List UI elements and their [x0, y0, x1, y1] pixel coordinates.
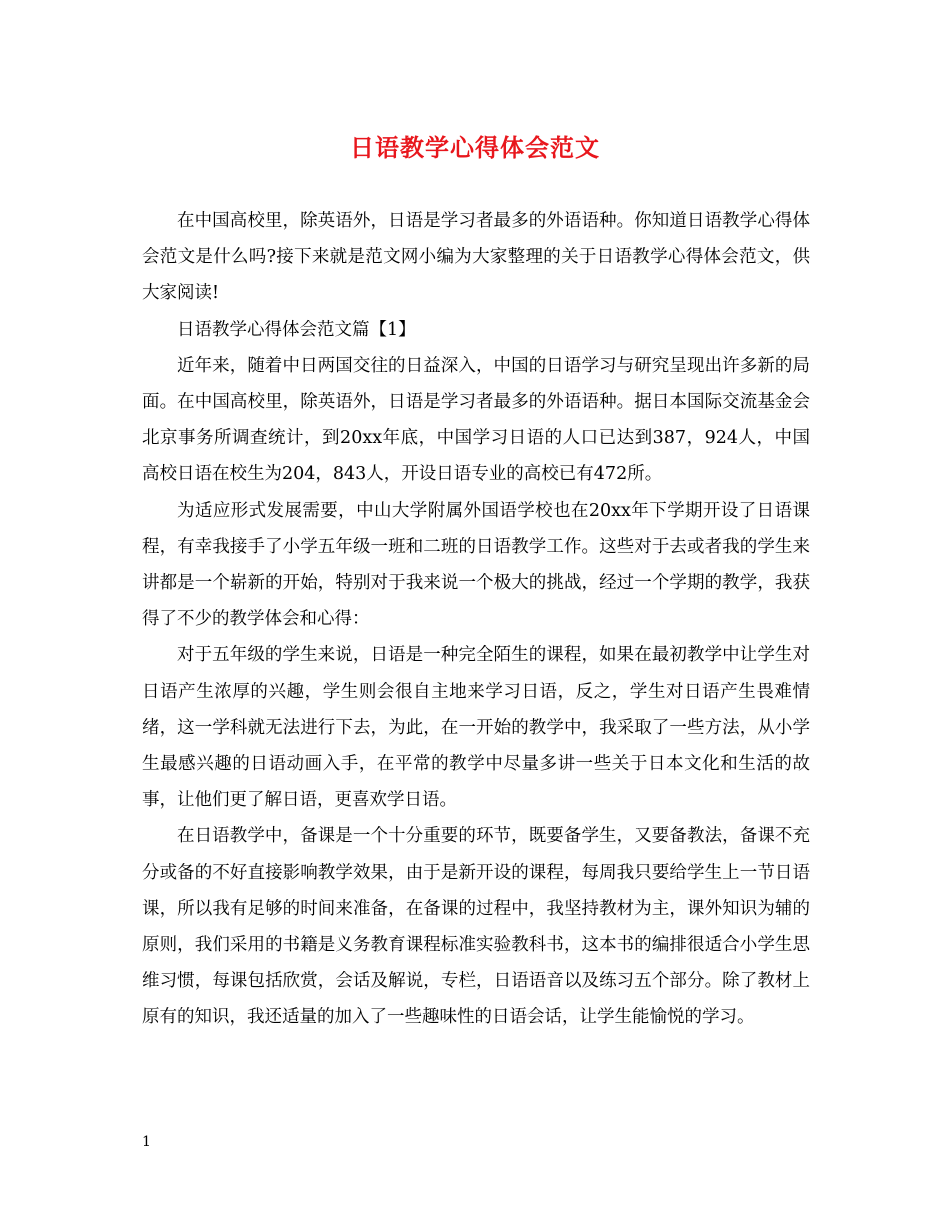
document-title: 日语教学心得体会范文 [350, 133, 600, 162]
intro-paragraph: 在中国高校里，除英语外，日语是学习者最多的外语语种。你知道日语教学心得体会范文是什么吗?接下来就是范文网小编为大家整理的关于日语教学心得体会范文，供大家阅读! [142, 211, 810, 304]
page-number: 1 [142, 1134, 151, 1150]
document-body [142, 203, 810, 1036]
body-paragraph: 为适应形式发展需要，中山大学附属外国语学校也在20xx年下学期开设了日语课程，有幸我接手了小学五年级一班和二班的日语教学工作。这些对于去或者我的学生来讲都是一个崭新的开始，特别对于我来说一个极大的挑战，经过一个学期的教学，我获得了不少的教学体会和心得： [142, 500, 810, 630]
body-paragraph: 在日语教学中，备课是一个十分重要的环节，既要备学生，又要备教法，备课不充分或备的不好直接影响教学效果，由于是新开设的课程，每周我只要给学生上一节日语课，所以我有足够的时间来准备，在备课的过程中，我坚持教材为主，课外知识为辅的原则，我们采用的书籍是义务教育课程标准实验教科书，这本书的编排很适合小学生思维习惯，每课包括欣赏，会话及解说，专栏，日语语音以及练习五个部分。除了教材上原有的知识，我还适量的加入了一些趣味性的日语会话，让学生能愉悦的学习。 [142, 826, 810, 1028]
body-paragraph: 对于五年级的学生来说，日语是一种完全陌生的课程，如果在最初教学中让学生对日语产生浓厚的兴趣，学生则会很自主地来学习日语，反之，学生对日语产生畏难情绪，这一学科就无法进行下去，为此，在一开始的教学中，我采取了一些方法，从小学生最感兴趣的日语动画入手，在平常的教学中尽量多讲一些关于日本文化和生活的故事，让他们更了解日语，更喜欢学日语。 [142, 645, 810, 811]
section-heading: 日语教学心得体会范文篇【1】 [177, 319, 416, 340]
body-paragraph: 近年来，随着中日两国交往的日益深入，中国的日语学习与研究呈现出许多新的局面。在中国高校里，除英语外，日语是学习者最多的外语语种。据日本国际交流基金会北京事务所调查统计，到20xx年底，中国学习日语的人口已达到387，924人，中国高校日语在校生为204，843人，开设日语专业的高校已有472所。 [142, 355, 810, 485]
